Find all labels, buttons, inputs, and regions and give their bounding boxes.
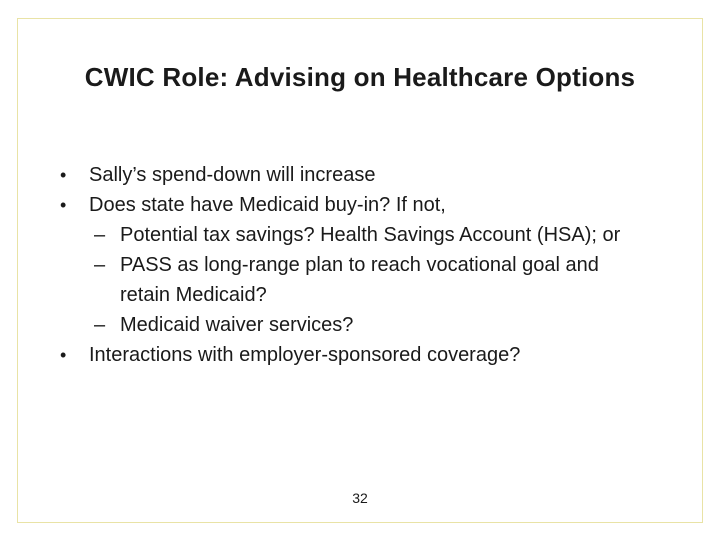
bullet-text: Interactions with employer-sponsored coverage? bbox=[89, 344, 521, 366]
sub-bullet-text: retain Medicaid? bbox=[120, 284, 267, 306]
dash-marker: – bbox=[94, 254, 106, 276]
bullet-item bbox=[60, 160, 680, 190]
sub-bullet-text: Medicaid waiver services? bbox=[120, 314, 354, 336]
sub-bullet-text: PASS as long-range plan to reach vocational goal and bbox=[120, 254, 599, 276]
page-number: 32 bbox=[352, 490, 368, 506]
bullet-marker: • bbox=[60, 345, 67, 365]
slide-title: CWIC Role: Advising on Healthcare Options bbox=[84, 62, 636, 92]
bullet-item bbox=[60, 340, 680, 370]
sub-bullet-continuation bbox=[60, 280, 680, 310]
bullet-list bbox=[60, 160, 680, 370]
bullet-marker: • bbox=[60, 195, 67, 215]
dash-marker: – bbox=[94, 224, 106, 246]
dash-marker: – bbox=[94, 314, 106, 336]
sub-bullet-item bbox=[60, 250, 680, 280]
sub-bullet-item bbox=[60, 220, 680, 250]
sub-bullet-item bbox=[60, 310, 680, 340]
bullet-item bbox=[60, 190, 680, 220]
bullet-text: Sally’s spend-down will increase bbox=[89, 164, 376, 186]
bullet-marker: • bbox=[60, 165, 67, 185]
sub-bullet-text: Potential tax savings? Health Savings Account (HSA); or bbox=[120, 224, 621, 246]
bullet-text: Does state have Medicaid buy-in? If not, bbox=[89, 194, 446, 216]
